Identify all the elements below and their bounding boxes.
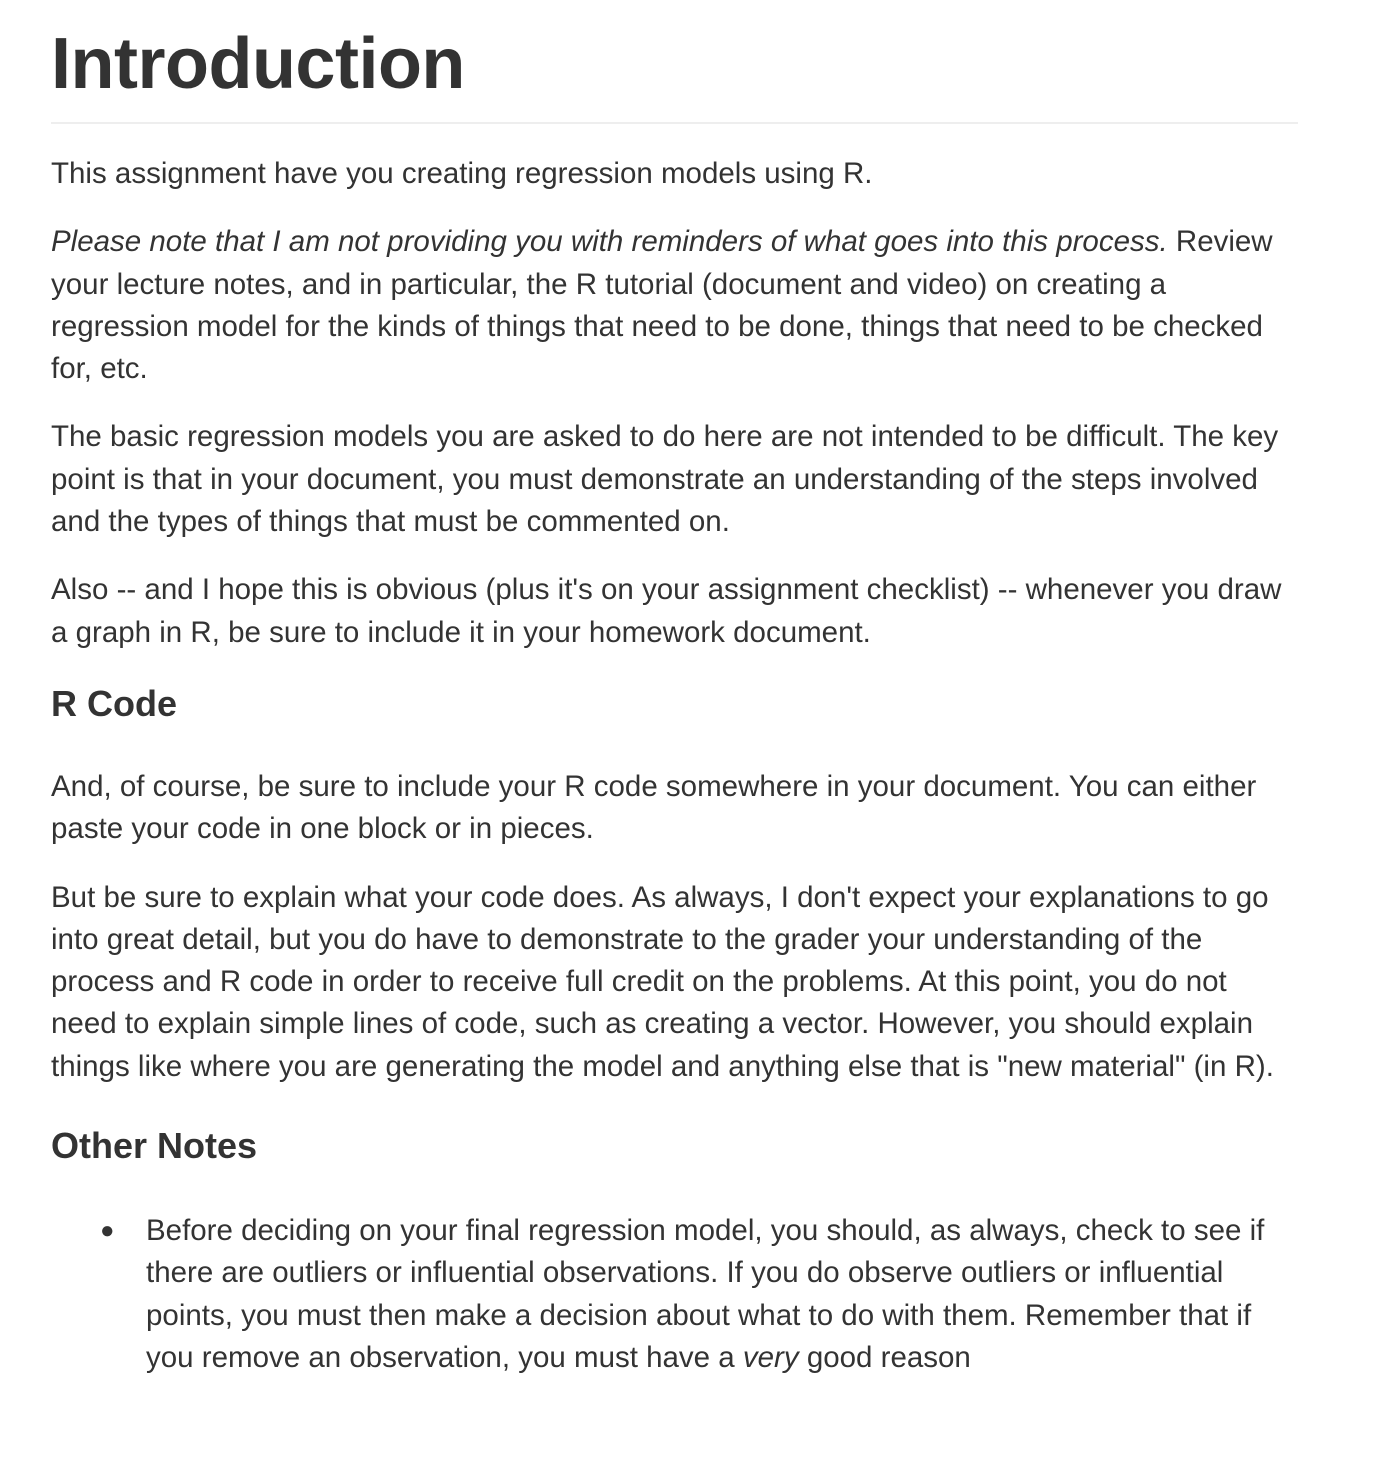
r-code-paragraph-1: And, of course, be sure to include your R code somewhere in your document. You can either paste your code in one block or in pieces. [51, 769, 1257, 846]
bullet-icon: ● [100, 1217, 115, 1245]
title-divider [51, 122, 1298, 124]
r-code-heading: R Code [51, 682, 177, 724]
r-code-paragraph-2: But be sure to explain what your code does. As always, I don't expect your explanations to go into great detail, but you do have to demonstrate to the grader your understanding of the process and R code in order to receive full credit on the problems. At this point, you do not need to explain simple lines of code, such as creating a vector. However, you should explain things like where you are generating the model and anything else that is "new material" (in R). [51, 880, 1274, 1083]
intro-paragraph-4: Also -- and I hope this is obvious (plus it's on your assignment checklist) -- whenever you draw a graph in R, be sure to include it in your homework document. [51, 573, 1282, 649]
intro-paragraph-1: This assignment have you creating regression models using R. [51, 157, 873, 190]
other-notes-heading: Other Notes [51, 1125, 258, 1167]
intro-paragraph-3: The basic regression models you are asked to do here are not intended to be difficult. The key point is that in your document, you must demonstrate an understanding of the steps involved and the types of things that must be commented on. [51, 420, 1279, 539]
list-item [100, 1210, 1298, 1379]
intro-paragraph-2 [51, 221, 1298, 390]
list-item-emphasis: very [742, 1340, 799, 1374]
intro-note-italic: Please note that I am not providing you with reminders of what goes into this process. [51, 225, 1168, 259]
list-item-text-after: good reason [798, 1340, 971, 1374]
intro-note-rest: Review your lecture notes, and in particular, the R tutorial (document and video) on creating a regression model for the kinds of things that need to be done, things that need to be checked for, etc. [51, 225, 1273, 386]
page-title: Introduction [51, 24, 465, 104]
other-notes-list [51, 1210, 1298, 1379]
list-item-text-before: Before deciding on your final regression model, you should, as always, check to see if there are outliers or influential observations. If you do observe outliers or influential points, you must then make a decision about what to do with them. Remember that if you remove an observation, you must have a [146, 1214, 1265, 1374]
